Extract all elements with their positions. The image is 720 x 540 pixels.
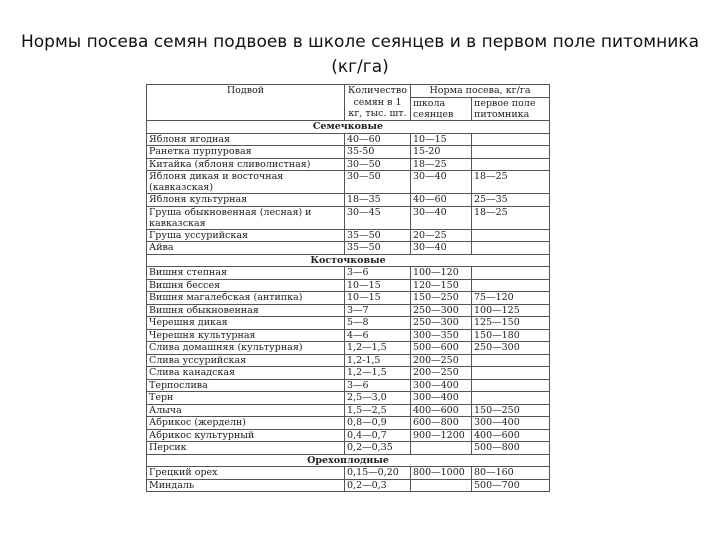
table-row	[147, 367, 550, 380]
header-seedling-school: школа сеянцев	[411, 98, 472, 121]
school-norm-cell	[411, 442, 472, 455]
seed-count-cell: 3—7	[345, 304, 411, 317]
table-row	[147, 279, 550, 292]
seed-norms-table-wrapper	[146, 84, 549, 492]
rootstock-cell: Слива уссурийская	[147, 354, 345, 367]
school-norm-cell: 40—60	[411, 194, 472, 207]
seed-count-cell: 30—50	[345, 158, 411, 171]
header-rootstock: Подвой	[147, 85, 345, 121]
seed-count-cell: 0,15—0,20	[345, 467, 411, 480]
rootstock-cell: Терн	[147, 392, 345, 405]
table-row	[147, 429, 550, 442]
school-norm-cell: 800—1000	[411, 467, 472, 480]
section-row	[147, 121, 550, 134]
school-norm-cell: 300—400	[411, 392, 472, 405]
school-norm-cell: 200—250	[411, 354, 472, 367]
school-norm-cell: 30—40	[411, 242, 472, 255]
field-norm-cell	[472, 279, 550, 292]
seed-count-cell: 18—35	[345, 194, 411, 207]
field-norm-cell: 150—180	[472, 329, 550, 342]
table-row	[147, 292, 550, 305]
table-row	[147, 392, 550, 405]
table-row	[147, 133, 550, 146]
rootstock-cell: Груша уссурийская	[147, 229, 345, 242]
rootstock-cell: Слива домашняя (культурная)	[147, 342, 345, 355]
rootstock-cell: Миндаль	[147, 479, 345, 492]
school-norm-cell: 150—250	[411, 292, 472, 305]
section-title: Косточковые	[147, 254, 550, 267]
school-norm-cell: 900—1200	[411, 429, 472, 442]
table-body	[147, 121, 550, 492]
rootstock-cell: Груша обыкновенная (лесная) и кавказская	[147, 206, 345, 229]
rootstock-cell: Вишня бессея	[147, 279, 345, 292]
field-norm-cell	[472, 267, 550, 280]
table-row	[147, 342, 550, 355]
school-norm-cell: 100—120	[411, 267, 472, 280]
seed-count-cell: 3—6	[345, 379, 411, 392]
rootstock-cell: Айва	[147, 242, 345, 255]
rootstock-cell: Яблоня культурная	[147, 194, 345, 207]
field-norm-cell: 300—400	[472, 417, 550, 430]
school-norm-cell: 20—25	[411, 229, 472, 242]
table-row	[147, 242, 550, 255]
table-row	[147, 317, 550, 330]
rootstock-cell: Вишня магалебская (антипка)	[147, 292, 345, 305]
section-row	[147, 254, 550, 267]
seed-count-cell: 1,2—1,5	[345, 367, 411, 380]
field-norm-cell: 125—150	[472, 317, 550, 330]
rootstock-cell: Вишня обыкновенная	[147, 304, 345, 317]
rootstock-cell: Абрикос культурный	[147, 429, 345, 442]
school-norm-cell: 10—15	[411, 133, 472, 146]
field-norm-cell	[472, 354, 550, 367]
seed-count-cell: 35-50	[345, 146, 411, 159]
school-norm-cell: 300—400	[411, 379, 472, 392]
table-row	[147, 267, 550, 280]
seed-count-cell: 0,4—0,7	[345, 429, 411, 442]
field-norm-cell	[472, 146, 550, 159]
header-first-field: первое поле питомника	[472, 98, 550, 121]
school-norm-cell: 200—250	[411, 367, 472, 380]
school-norm-cell: 18—25	[411, 158, 472, 171]
table-row	[147, 206, 550, 229]
table-row	[147, 329, 550, 342]
field-norm-cell	[472, 242, 550, 255]
school-norm-cell: 30—40	[411, 206, 472, 229]
rootstock-cell: Терпослива	[147, 379, 345, 392]
rootstock-cell: Персик	[147, 442, 345, 455]
field-norm-cell: 18—25	[472, 206, 550, 229]
rootstock-cell: Грецкий орех	[147, 467, 345, 480]
field-norm-cell	[472, 379, 550, 392]
seed-count-cell: 4—6	[345, 329, 411, 342]
field-norm-cell: 250—300	[472, 342, 550, 355]
field-norm-cell: 150—250	[472, 404, 550, 417]
table-row	[147, 354, 550, 367]
rootstock-cell: Ранетка пурпуровая	[147, 146, 345, 159]
section-row	[147, 454, 550, 467]
table-row	[147, 379, 550, 392]
rootstock-cell: Черешня дикая	[147, 317, 345, 330]
table-row	[147, 417, 550, 430]
seed-count-cell: 3—6	[345, 267, 411, 280]
rootstock-cell: Слива канадская	[147, 367, 345, 380]
field-norm-cell	[472, 133, 550, 146]
seed-count-cell: 1,2-1,5	[345, 354, 411, 367]
school-norm-cell: 600—800	[411, 417, 472, 430]
rootstock-cell: Черешня культурная	[147, 329, 345, 342]
field-norm-cell: 500—700	[472, 479, 550, 492]
table-row	[147, 404, 550, 417]
field-norm-cell: 80—160	[472, 467, 550, 480]
table-row	[147, 479, 550, 492]
table-row	[147, 158, 550, 171]
field-norm-cell: 400—600	[472, 429, 550, 442]
seed-count-cell: 5—8	[345, 317, 411, 330]
school-norm-cell: 500—600	[411, 342, 472, 355]
seed-count-cell: 0,8—0,9	[345, 417, 411, 430]
table-row	[147, 146, 550, 159]
table-row	[147, 229, 550, 242]
field-norm-cell	[472, 367, 550, 380]
school-norm-cell: 30—40	[411, 171, 472, 194]
table-row	[147, 171, 550, 194]
field-norm-cell	[472, 158, 550, 171]
school-norm-cell: 250—300	[411, 317, 472, 330]
rootstock-cell: Вишня степная	[147, 267, 345, 280]
seed-count-cell: 40—60	[345, 133, 411, 146]
field-norm-cell: 500—800	[472, 442, 550, 455]
seed-count-cell: 30—45	[345, 206, 411, 229]
school-norm-cell: 250—300	[411, 304, 472, 317]
school-norm-cell	[411, 479, 472, 492]
seed-count-cell: 10—15	[345, 279, 411, 292]
table-row	[147, 304, 550, 317]
seed-count-cell: 30—50	[345, 171, 411, 194]
rootstock-cell: Яблоня ягодная	[147, 133, 345, 146]
rootstock-cell: Алыча	[147, 404, 345, 417]
rootstock-cell: Яблоня дикая и восточная (кавказская)	[147, 171, 345, 194]
school-norm-cell: 400—600	[411, 404, 472, 417]
slide-title: Нормы посева семян подвоев в школе сеянцев и в первом поле питомника (кг/га)	[21, 32, 699, 77]
header-seed-count: Количество семян в 1 кг, тыс. шт.	[345, 85, 411, 121]
table-row	[147, 442, 550, 455]
seed-norms-table	[146, 84, 550, 492]
school-norm-cell: 15-20	[411, 146, 472, 159]
header-sowing-norm: Норма посева, кг/га	[411, 85, 550, 98]
seed-count-cell: 0,2—0,3	[345, 479, 411, 492]
seed-count-cell: 10—15	[345, 292, 411, 305]
section-title: Орехоплодные	[147, 454, 550, 467]
seed-count-cell: 35—50	[345, 242, 411, 255]
table-row	[147, 194, 550, 207]
field-norm-cell: 18—25	[472, 171, 550, 194]
field-norm-cell: 25—35	[472, 194, 550, 207]
seed-count-cell: 0,2—0,35	[345, 442, 411, 455]
field-norm-cell: 75—120	[472, 292, 550, 305]
school-norm-cell: 120—150	[411, 279, 472, 292]
rootstock-cell: Абрикос (жерделн)	[147, 417, 345, 430]
school-norm-cell: 300—350	[411, 329, 472, 342]
seed-count-cell: 2,5—3,0	[345, 392, 411, 405]
field-norm-cell: 100—125	[472, 304, 550, 317]
field-norm-cell	[472, 392, 550, 405]
seed-count-cell: 1,2—1,5	[345, 342, 411, 355]
table-row	[147, 467, 550, 480]
seed-count-cell: 35—50	[345, 229, 411, 242]
field-norm-cell	[472, 229, 550, 242]
section-title: Семечковые	[147, 121, 550, 134]
rootstock-cell: Китайка (яблоня сливолистная)	[147, 158, 345, 171]
seed-count-cell: 1,5—2,5	[345, 404, 411, 417]
